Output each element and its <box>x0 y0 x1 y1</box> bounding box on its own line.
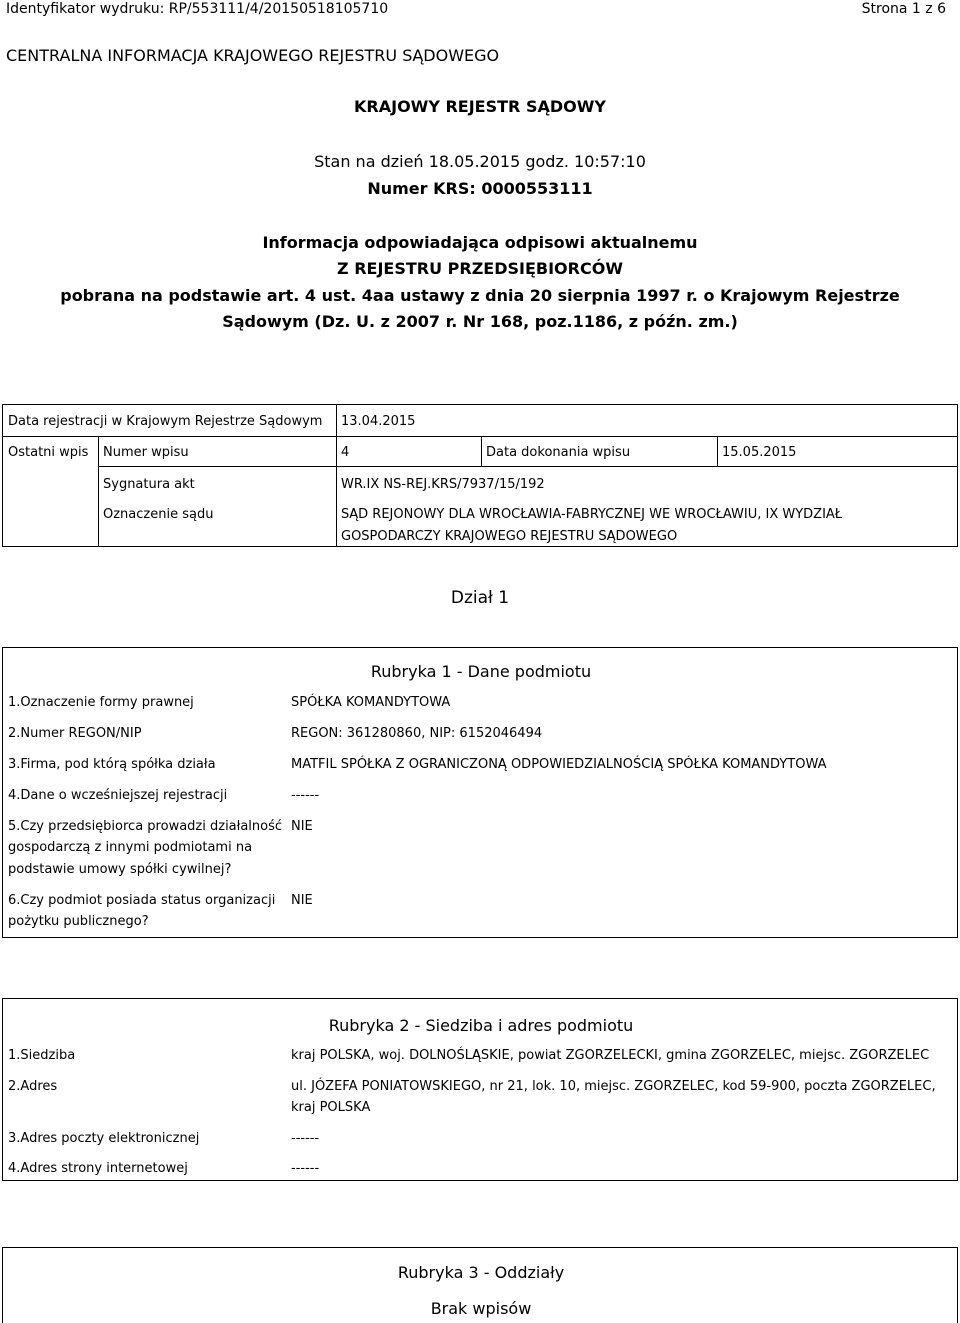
r1-firm-label: 3.Firma, pod którą spółka działa <box>8 757 216 772</box>
r1-form-value: SPÓŁKA KOMANDYTOWA <box>291 695 451 710</box>
r1-opp-label-1: 6.Czy podmiot posiada status organizacji <box>8 893 276 908</box>
krs-number: Numer KRS: 0000553111 <box>367 179 593 198</box>
reg-date-value: 13.04.2015 <box>341 414 416 429</box>
rubryka-3-empty: Brak wpisów <box>430 1299 532 1318</box>
r2-address-label: 2.Adres <box>8 1079 58 1094</box>
r2-address-line-1: ul. JÓZEFA PONIATOWSKIEGO, nr 21, lok. 10, miejsc. ZGORZELEC, kod 59-900, poczta ZGORZELEC, <box>291 1079 936 1094</box>
court-line-2: GOSPODARCZY KRAJOWEGO REJESTRU SĄDOWEGO <box>341 529 678 544</box>
state-date: Stan na dzień 18.05.2015 godz. 10:57:10 <box>314 152 646 171</box>
r1-prev-reg-value: ------ <box>291 788 320 803</box>
court-label: Oznaczenie sądu <box>103 507 214 522</box>
r2-email-value: ------ <box>291 1131 320 1146</box>
r1-civil-label-2: gospodarczą z innymi podmiotami na <box>8 840 253 855</box>
r1-regon-value: REGON: 361280860, NIP: 6152046494 <box>291 726 543 741</box>
registration-box <box>2 404 958 547</box>
r2-www-label: 4.Adres strony internetowej <box>8 1161 188 1176</box>
signature-label: Sygnatura akt <box>103 477 195 492</box>
reg-date-label: Data rejestracji w Krajowym Rejestrze Sądowym <box>8 414 323 429</box>
r2-www-value: ------ <box>291 1161 320 1176</box>
rubryka-2-box <box>2 998 958 1181</box>
r2-seat-label: 1.Siedziba <box>8 1048 76 1063</box>
rubryka-3-box <box>2 1247 958 1323</box>
print-id: Identyfikator wydruku: RP/553111/4/20150518105710 <box>6 1 389 17</box>
r1-prev-reg-label: 4.Dane o wcześniejszej rejestracji <box>8 788 228 803</box>
rubryka-1-title: Rubryka 1 - Dane podmiotu <box>370 662 592 681</box>
page-number: Strona 1 z 6 <box>861 1 946 17</box>
entry-no-label: Numer wpisu <box>103 445 189 460</box>
info-line-1: Informacja odpowiadająca odpisowi aktualnemu <box>262 233 698 252</box>
r1-regon-label: 2.Numer REGON/NIP <box>8 726 142 741</box>
info-line-4: Sądowym (Dz. U. z 2007 r. Nr 168, poz.1186, z późn. zm.) <box>222 312 738 331</box>
rubryka-2-title: Rubryka 2 - Siedziba i adres podmiotu <box>328 1016 634 1035</box>
r1-civil-label-3: podstawie umowy spółki cywilnej? <box>8 862 232 877</box>
r2-seat-value: kraj POLSKA, woj. DOLNOŚLĄSKIE, powiat ZGORZELECKI, gmina ZGORZELEC, miejsc. ZGORZELEC <box>291 1048 930 1063</box>
signature-value: WR.IX NS-REJ.KRS/7937/15/192 <box>341 477 545 492</box>
info-line-3: pobrana na podstawie art. 4 ust. 4aa ustawy z dnia 20 sierpnia 1997 r. o Krajowym Rejestrze <box>60 286 900 305</box>
page-title: KRAJOWY REJESTR SĄDOWY <box>354 97 606 116</box>
r1-civil-value: NIE <box>291 819 313 834</box>
r1-form-label: 1.Oznaczenie formy prawnej <box>8 695 194 710</box>
r2-address-line-2: kraj POLSKA <box>291 1100 371 1115</box>
entry-date-label: Data dokonania wpisu <box>486 445 631 460</box>
rubryka-3-title: Rubryka 3 - Oddziały <box>397 1263 565 1282</box>
r1-opp-label-2: pożytku publicznego? <box>8 914 149 929</box>
info-line-2: Z REJESTRU PRZEDSIĘBIORCÓW <box>337 259 623 278</box>
r2-email-label: 3.Adres poczty elektronicznej <box>8 1131 200 1146</box>
r1-firm-value: MATFIL SPÓŁKA Z OGRANICZONĄ ODPOWIEDZIALNOŚCIĄ SPÓŁKA KOMANDYTOWA <box>291 757 827 772</box>
entry-no-value: 4 <box>341 445 350 460</box>
last-entry-label: Ostatni wpis <box>8 445 89 460</box>
entry-date-value: 15.05.2015 <box>722 445 797 460</box>
court-line-1: SĄD REJONOWY DLA WROCŁAWIA-FABRYCZNEJ WE WROCŁAWIU, IX WYDZIAŁ <box>341 507 843 522</box>
section-title: Dział 1 <box>450 588 510 608</box>
org-name: CENTRALNA INFORMACJA KRAJOWEGO REJESTRU SĄDOWEGO <box>6 46 500 65</box>
rubryka-1-box <box>2 647 958 938</box>
r1-opp-value: NIE <box>291 893 313 908</box>
r1-civil-label-1: 5.Czy przedsiębiorca prowadzi działalność <box>8 819 283 834</box>
